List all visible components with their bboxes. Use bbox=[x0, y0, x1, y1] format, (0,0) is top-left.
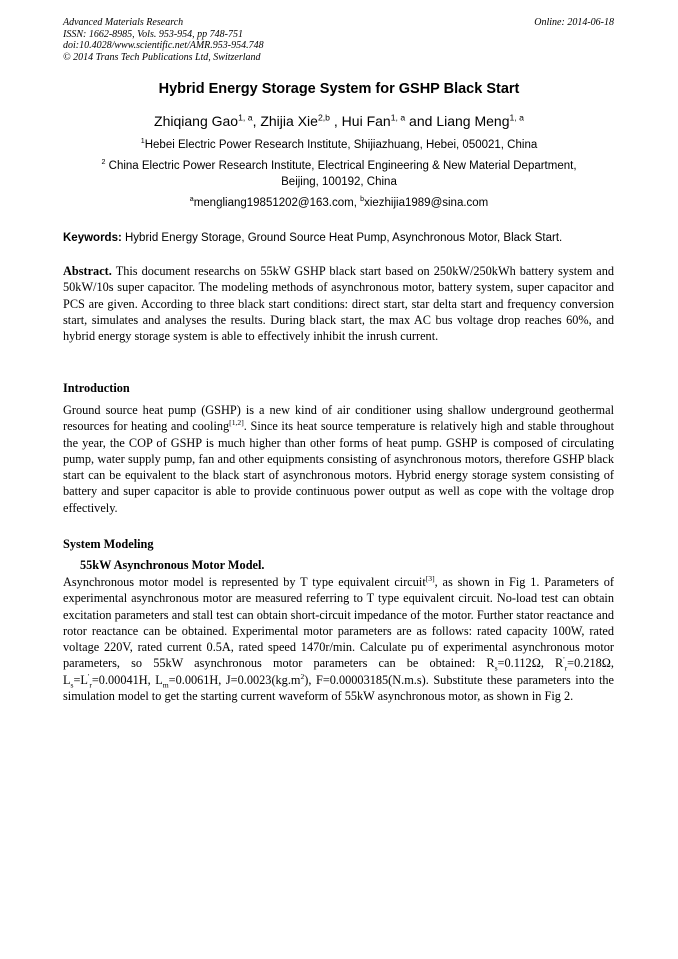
author-emails: $^a$mengliang19851202@163.com, $^b$xiezhijia1989@sina.com bbox=[189, 195, 489, 209]
keywords bbox=[63, 232, 623, 244]
abstract-label: Abstract. bbox=[63, 264, 112, 278]
paper-title: Hybrid Energy Storage System for GSHP Black Start bbox=[158, 81, 520, 97]
doi-line[interactable]: doi:10.4028/www.scientific.net/AMR.953-954.748 bbox=[63, 40, 264, 51]
author-name: Zhijia Xie bbox=[260, 113, 318, 129]
author-separator: , bbox=[252, 113, 261, 129]
author-name: Zhiqiang Gao bbox=[154, 113, 239, 129]
copyright-line: © 2014 Trans Tech Publications Ltd, Switzerland bbox=[63, 51, 261, 63]
subsection-heading: 55kW Asynchronous Motor Model. bbox=[80, 558, 265, 572]
keywords-text: Hybrid Energy Storage, Ground Source Heat Pump, Asynchronous Motor, Black Start. bbox=[121, 232, 563, 244]
abstract bbox=[63, 263, 614, 344]
section-heading-system-modeling: System Modeling bbox=[63, 537, 154, 551]
affiliation-2: $^2$ China Electric Power Research Institute, Electrical Engineering & New Material Department, Beijing, 100192, China bbox=[101, 158, 577, 188]
abstract-text: This document researchs on 55kW GSHP black start based on 250kW/250kWh battery system and 50kW/10s super capacitor. The modeling methods of asynchronous motor, battery system, super capacitor and PCS are given. According to three black start conditions: direct start, star delta start and frequency conversion start, simulates and analyses the results. During black start, the max AC bus voltage drop reaches 60%, and hybrid energy storage system is able to effectively inhibit the inrush current. bbox=[63, 264, 614, 344]
section-heading-introduction: Introduction bbox=[63, 381, 130, 395]
author-separator: , bbox=[330, 113, 342, 129]
introduction-paragraph: Ground source heat pump (GSHP) is a new kind of air conditioner using shallow underground geothermal resources for heating and cooling[1,2]. Since its heat source temperature is relatively high and stable throughout the year, the COP of GSHP is much higher than other forms of heat pump. GSHP is composed of circulating pump, water supply pump, fan and other equipments consisting of asynchronous motors, therefore GSHP black start can be equivalent to the black start of asynchronous motors. Hybrid energy storage system consisting of battery and super capacitor is able to provide continuous power output as well as cope with the voltage drop effectively. bbox=[63, 403, 614, 515]
email-link[interactable]: mengliang19851202@163.com, bbox=[193, 197, 361, 209]
email-link[interactable]: xiezhijia1989@sina.com bbox=[364, 197, 489, 209]
author-affiliation-marker: 1, a bbox=[390, 112, 406, 123]
issn-line: ISSN: 1662-8985, Vols. 953-954, pp 748-751 bbox=[63, 28, 243, 40]
affiliation-1: $^1$Hebei Electric Power Research Institute, Shijiazhuang, Hebei, 050021, China bbox=[140, 137, 538, 151]
online-date: Online: 2014-06-18 bbox=[534, 17, 614, 28]
author-affiliation-marker: 1, a bbox=[238, 112, 253, 123]
author-name: Hui Fan bbox=[341, 113, 391, 129]
citation[interactable]: [1,2] bbox=[229, 418, 244, 428]
system-modeling-paragraph: Asynchronous motor model is represented by T type equivalent circuit[3], as shown in Fig 1. Parameters of experimental asynchronous motor are measured referring to T type equivalent circuit. No-load test can obtain excitation parameters and stall test can obtain short-circuit impedance of the motor. Further stator reactance and rotor reactance can be obtained. Experimental motor parameters are as follows: rated capacity 100W, rated voltage 220V, rated current 0.5A, rated speed 1470r/min. Calculate pu of experimental asynchronous motor parameters, so 55kW asynchronous motor parameters can be obtained: $R_s=0.112\Omega$, $R'_r=0.218\Omega$, $L_s=L'_r=0.00041H$, $L_m=0.0061H$, $J=0.0023(kg.m^2)$, F=0.00003185(N.m.s). Substitute these parameters into the simulation model to get the starting current waveform of 55kW asynchronous motor, as shown in Fig 2. bbox=[63, 573, 614, 704]
author-affiliation-marker: 2,b bbox=[317, 112, 330, 123]
author-affiliation-marker: 1, a bbox=[509, 112, 524, 123]
author-name: Liang Meng bbox=[436, 113, 510, 129]
keywords-label: Keywords: bbox=[63, 232, 122, 244]
citation[interactable]: [3] bbox=[425, 573, 435, 583]
journal-name: Advanced Materials Research bbox=[63, 17, 184, 28]
author-list bbox=[0, 113, 678, 129]
author-separator: and bbox=[405, 113, 437, 129]
